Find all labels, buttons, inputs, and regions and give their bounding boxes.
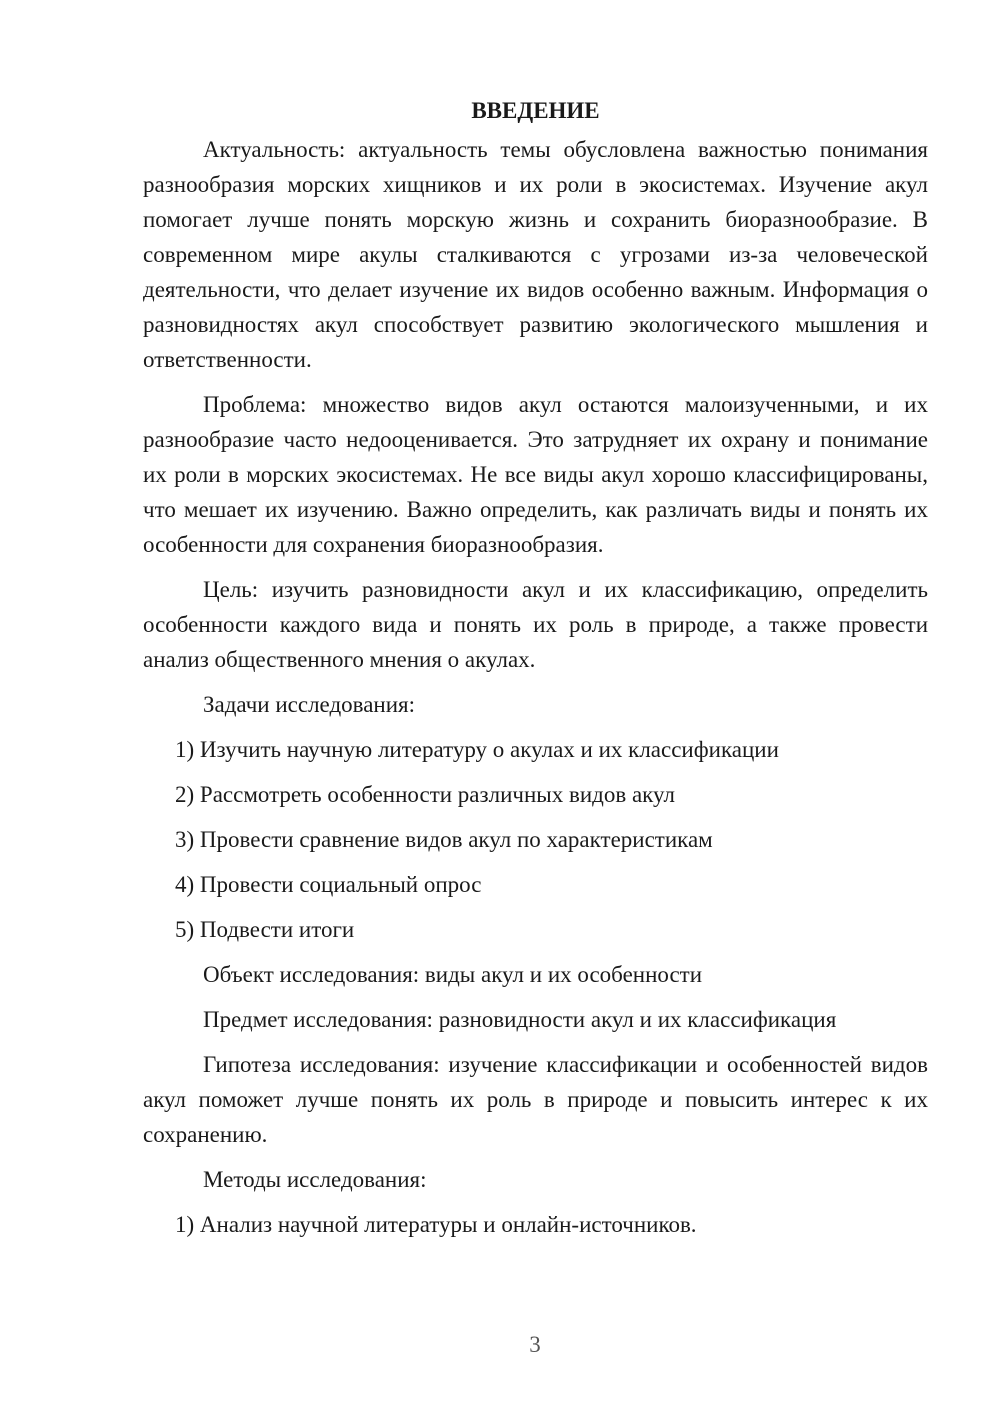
tasks-heading: Задачи исследования: [203, 692, 416, 717]
list-item: 1) Изучить научную литературу о акулах и их классификации [175, 737, 779, 762]
goal-paragraph: Цель: изучить разновидности акул и их классификацию, определить особенности каждого вида и понять их роль в природе, а также провести анализ общественного мнения о акулах. [143, 577, 928, 672]
problem-paragraph: Проблема: множество видов акул остаются малоизученными, и их разнообразие часто недооценивается. Это затрудняет их охрану и понимание их роли в морских экосистемах. Не все виды акул хорошо классифицированы, что мешает их изучению. Важно определить, как различать виды и понять их особенности для сохранения биоразнообразия. [143, 392, 928, 557]
list-item: 5) Подвести итоги [175, 917, 355, 942]
list-item: 3) Провести сравнение видов акул по характеристикам [175, 827, 713, 852]
page-number: 3 [529, 1332, 541, 1357]
list-item: 4) Провести социальный опрос [175, 872, 482, 897]
list-item: 2) Рассмотреть особенности различных видов акул [175, 782, 675, 807]
research-subject: Предмет исследования: разновидности акул и их классификация [203, 1007, 837, 1032]
hypothesis-paragraph: Гипотеза исследования: изучение классификации и особенностей видов акул поможет лучше понять их роль в природе и повысить интерес к их сохранению. [143, 1052, 928, 1147]
list-item: 1) Анализ научной литературы и онлайн-источников. [175, 1212, 697, 1237]
research-object: Объект исследования: виды акул и их особенности [203, 962, 703, 987]
document-page [143, 93, 928, 1252]
methods-heading: Методы исследования: [203, 1167, 427, 1192]
tasks-list [143, 732, 928, 947]
page-title: ВВЕДЕНИЕ [471, 98, 600, 123]
relevance-paragraph: Актуальность: актуальность темы обусловлена важностью понимания разнообразия морских хищников и их роли в экосистемах. Изучение акул помогает лучше понять морскую жизнь и сохранить биоразнообразие. В современном мире акулы сталкиваются с угрозами из-за человеческой деятельности, что делает изучение их видов особенно важным. Информация о разновидностях акул способствует развитию экологического мышления и ответственности. [143, 137, 928, 372]
methods-list [143, 1207, 928, 1242]
